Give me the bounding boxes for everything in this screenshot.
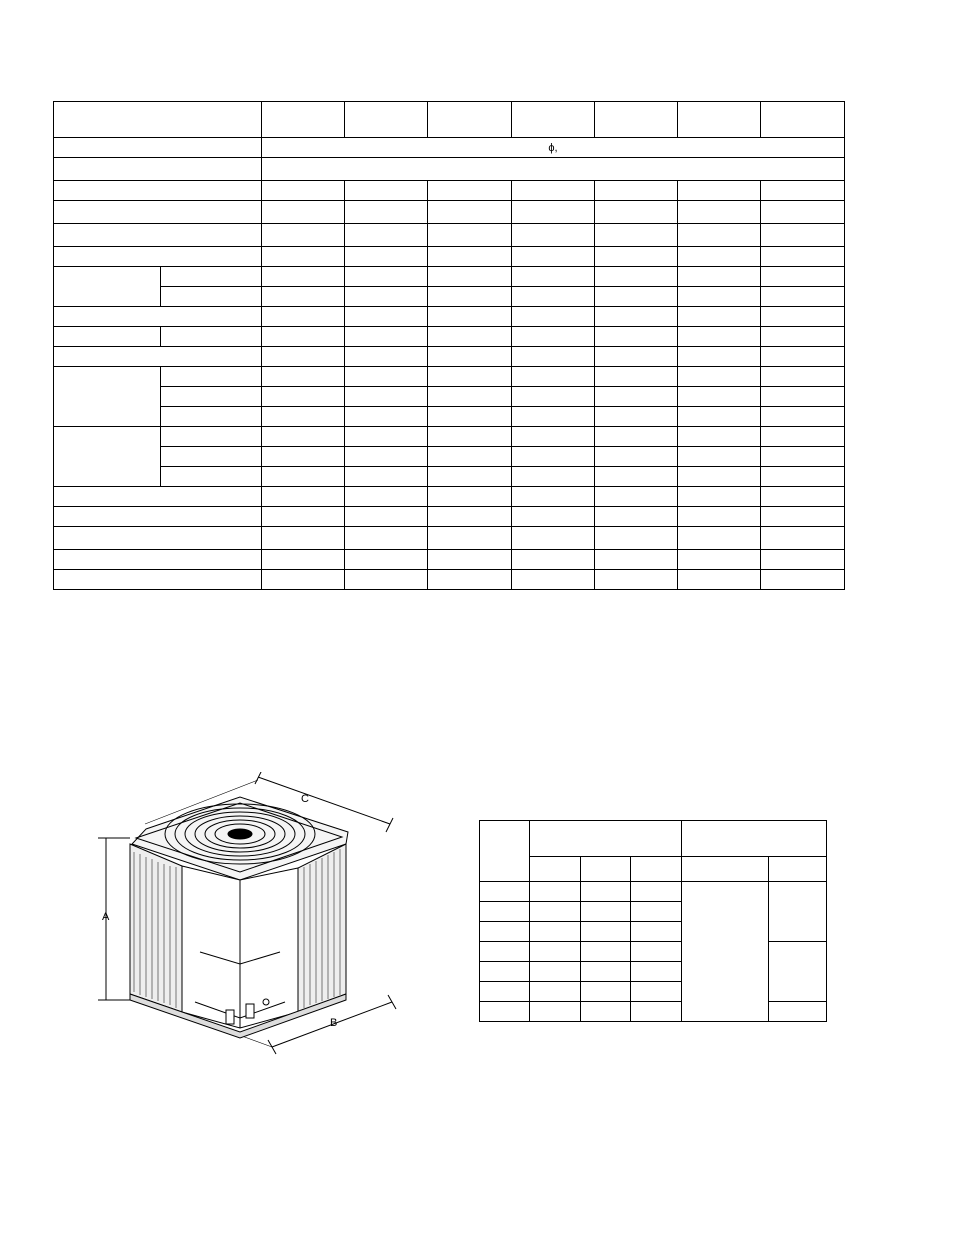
table-row <box>54 307 845 327</box>
group-label-cell <box>54 427 161 487</box>
table-row <box>54 267 845 287</box>
model-column-header <box>678 102 761 138</box>
model-column-header <box>595 102 678 138</box>
table-row <box>54 527 845 550</box>
group-label-cell <box>54 367 161 427</box>
specifications-table <box>53 101 845 590</box>
table-row <box>54 201 845 224</box>
table-row <box>54 467 845 487</box>
table-row <box>54 224 845 247</box>
table-row <box>54 507 845 527</box>
table-row <box>54 407 845 427</box>
dimension-c-label: C <box>301 793 309 805</box>
table-row <box>54 387 845 407</box>
condenser-unit-illustration <box>90 772 405 1057</box>
table-row <box>480 942 827 962</box>
table-row <box>54 158 845 181</box>
table-row <box>54 347 845 367</box>
table-header-row <box>480 821 827 857</box>
table-row <box>54 570 845 590</box>
model-column-header <box>262 102 345 138</box>
table-row <box>54 138 845 158</box>
table-row <box>54 487 845 507</box>
header-label-cell <box>54 102 262 138</box>
table-header-row <box>54 102 845 138</box>
table-row <box>54 447 845 467</box>
model-column-header <box>512 102 595 138</box>
model-column-header <box>761 102 845 138</box>
table-row <box>54 367 845 387</box>
table-header-row <box>480 857 827 882</box>
table-row <box>54 550 845 570</box>
table-row <box>480 1002 827 1022</box>
table-row <box>54 247 845 267</box>
table-row <box>54 287 845 307</box>
group-label-cell <box>54 267 161 307</box>
table-row <box>54 427 845 447</box>
table-row <box>480 882 827 902</box>
dimension-b-label: B <box>330 1017 338 1029</box>
dimensions-table <box>479 820 827 1022</box>
table-row <box>54 327 845 347</box>
model-column-header <box>428 102 512 138</box>
dimension-a-label: A <box>102 911 110 923</box>
table-row <box>54 181 845 201</box>
model-column-header <box>345 102 428 138</box>
phase-cell: ϕ, <box>262 138 845 158</box>
